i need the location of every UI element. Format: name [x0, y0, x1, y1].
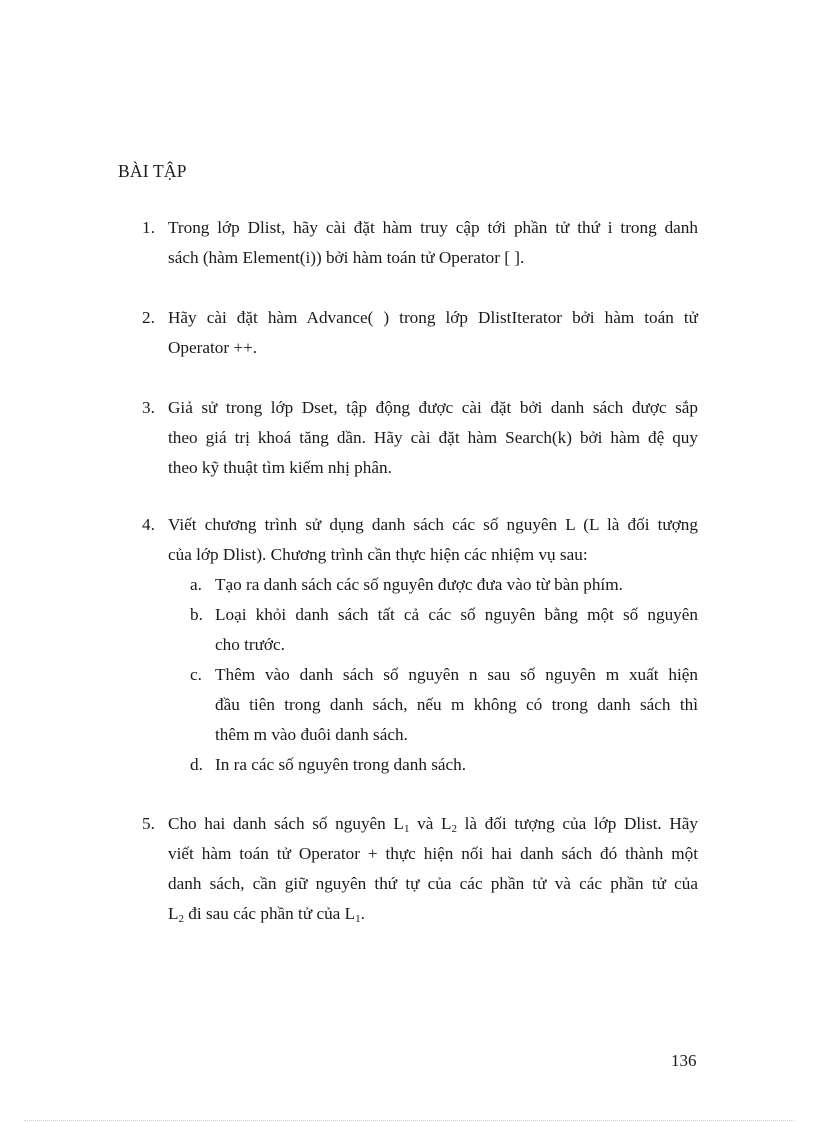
- subitem-letter: d.: [190, 755, 203, 774]
- exercise-number: 2.: [142, 308, 155, 327]
- exercise-number: 1.: [142, 218, 155, 237]
- exercise-4: [142, 510, 698, 780]
- subitem-b: [190, 600, 698, 660]
- exercise-2: [142, 303, 698, 363]
- exercise-3: [142, 393, 698, 483]
- subitem-line: In ra các số nguyên trong danh sách.: [215, 755, 467, 774]
- exercise-line: danh sách, cần giữ nguyên thứ tự của các phần tử và các phần tử của: [168, 874, 698, 893]
- exercise-line: Trong lớp Dlist, hãy cài đặt hàm truy cập tới phần tử thứ i trong danh: [168, 218, 698, 237]
- subitem-line: Loại khỏi danh sách tất cả các số nguyên bằng một số nguyên: [215, 605, 698, 624]
- subitem-d: [190, 750, 698, 780]
- exercise-line: Viết chương trình sử dụng danh sách các số nguyên L (L là đối tượng: [168, 515, 698, 534]
- subitem-letter: a.: [190, 575, 202, 594]
- exercise-line: theo giá trị khoá tăng dần. Hãy cài đặt hàm Search(k) bởi hàm đệ quy: [168, 428, 698, 447]
- exercise-line: sách (hàm Element(i)) bởi hàm toán tử Operator [ ].: [168, 248, 525, 267]
- exercise-line: $L_2$ đi sau các phần tử của $L_1$.: [168, 904, 365, 925]
- exercise-number: 4.: [142, 515, 155, 534]
- exercise-line: Giả sử trong lớp Dset, tập động được cài đặt bởi danh sách được sắp: [168, 398, 698, 417]
- subitem-line: Tạo ra danh sách các số nguyên được đưa vào từ bàn phím.: [215, 575, 623, 594]
- subitem-line: thêm m vào đuôi danh sách.: [215, 725, 408, 744]
- footer-rule: [24, 1120, 794, 1121]
- subitem-a: [190, 570, 698, 600]
- subitem-c: [190, 660, 698, 750]
- subitem-letter: c.: [190, 665, 202, 684]
- subitem-line: Thêm vào danh sách số nguyên n sau số nguyên m xuất hiện: [215, 665, 698, 684]
- exercise-5: [142, 809, 698, 929]
- exercise-line: của lớp Dlist). Chương trình cần thực hiện các nhiệm vụ sau:: [168, 545, 588, 564]
- exercise-line: Hãy cài đặt hàm Advance( ) trong lớp DlistIterator bởi hàm toán tử: [168, 308, 698, 327]
- exercise-line: Cho hai danh sách số nguyên $L_1$ và $L_2$ là đối tượng của lớp Dlist. Hãy: [168, 814, 698, 835]
- page-number: 136: [671, 1051, 697, 1070]
- subitem-line: cho trước.: [215, 635, 285, 654]
- subitem-letter: b.: [190, 605, 203, 624]
- exercise-number: 5.: [142, 814, 155, 833]
- exercise-line: viết hàm toán tử Operator + thực hiện nối hai danh sách đó thành một: [168, 844, 698, 863]
- exercise-1: [142, 213, 698, 273]
- exercise-line: Operator ++.: [168, 338, 258, 357]
- subitem-line: đầu tiên trong danh sách, nếu m không có trong danh sách thì: [215, 695, 698, 714]
- exercise-number: 3.: [142, 398, 155, 417]
- section-heading: BÀI TẬP: [118, 161, 187, 181]
- exercise-line: theo kỹ thuật tìm kiếm nhị phân.: [168, 458, 392, 477]
